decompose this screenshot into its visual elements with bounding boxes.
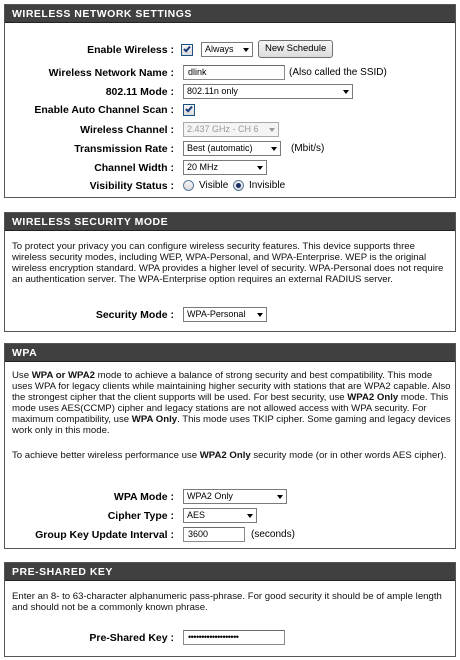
wpa-description: Use WPA or WPA2 mode to achieve a balance of strong security and best compatibility. This mode uses WPA for legacy clients while maintaining higher security with stations that are WPA2 capable. Also the strongest cipher that the client supports will be used. For best security, use WPA2 Only mode. This mode uses AES(CCMP) cipher and legacy stations are not allowed access with WPA security. For maximum compatibility, use WPA Only. This mode uses TKIP cipher. Some gaming and legacy devices work only in this mode. xyxy=(12,370,451,436)
enable-wireless-checkbox[interactable] xyxy=(181,44,193,56)
channel-width-row xyxy=(5,160,455,176)
ssid-input[interactable]: dlink xyxy=(183,65,285,80)
section-title: WIRELESS SECURITY MODE xyxy=(5,213,455,231)
ssid-note: (Also called the SSID) xyxy=(289,67,387,78)
mode-label: 802.11 Mode : xyxy=(105,86,174,98)
wpa-mode-select[interactable]: WPA2 Only xyxy=(183,489,287,504)
dropdown-arrow-icon xyxy=(243,48,249,52)
checkmark-icon xyxy=(183,45,191,53)
psk-label: Pre-Shared Key : xyxy=(89,632,174,644)
channel-width-label: Channel Width : xyxy=(94,162,174,174)
dropdown-arrow-icon xyxy=(277,495,283,499)
mode-select[interactable]: 802.11n only xyxy=(183,84,353,99)
new-schedule-button[interactable]: New Schedule xyxy=(258,40,333,58)
security-mode-row xyxy=(5,307,455,323)
psk-input[interactable]: ••••••••••••••••••• xyxy=(183,630,285,645)
wpa-performance-note: To achieve better wireless performance use WPA2 Only security mode (or in other words AES cipher). xyxy=(12,450,447,461)
wpa-mode-label: WPA Mode : xyxy=(113,491,174,503)
channel-width-select[interactable]: 20 MHz xyxy=(183,160,267,175)
psk-description: Enter an 8- to 63-character alphanumeric pass-phrase. For good security it should be of ample length and should not be a commonly known phrase. xyxy=(12,591,442,613)
security-mode-panel xyxy=(4,212,456,332)
auto-channel-checkbox[interactable] xyxy=(183,104,195,116)
channel-select[interactable]: 2.437 GHz - CH 6 xyxy=(183,122,279,137)
dropdown-arrow-icon xyxy=(257,166,263,170)
security-mode-label: Security Mode : xyxy=(95,309,174,321)
schedule-select[interactable]: Always xyxy=(201,42,253,57)
dropdown-arrow-icon xyxy=(271,147,277,151)
enable-wireless-label: Enable Wireless : xyxy=(87,44,174,56)
group-key-input[interactable]: 3600 xyxy=(183,527,245,542)
group-key-unit: (seconds) xyxy=(251,529,295,540)
security-mode-description: To protect your privacy you can configure wireless security features. This device supports three wireless security modes, including WEP, WPA-Personal, and WPA-Enterprise. WEP is the original wireless encryption standard. WPA provides a higher level of security. WPA-Personal does not require an authentication server. The WPA-Enterprise option requires an external RADIUS server. xyxy=(12,241,444,285)
wpa-mode-row xyxy=(5,489,455,505)
channel-row xyxy=(5,122,455,138)
section-title: WPA xyxy=(5,344,455,362)
mode-row xyxy=(5,84,455,100)
visible-radio-label: Visible xyxy=(199,180,229,191)
invisible-radio[interactable] xyxy=(233,180,244,191)
psk-row xyxy=(5,630,455,646)
auto-channel-row xyxy=(5,102,455,118)
tx-rate-select[interactable]: Best (automatic) xyxy=(183,141,281,156)
section-title: WIRELESS NETWORK SETTINGS xyxy=(5,5,455,23)
dropdown-arrow-icon xyxy=(257,313,263,317)
wireless-network-settings-panel xyxy=(4,4,456,198)
wpa-panel xyxy=(4,343,456,549)
enable-wireless-row xyxy=(5,42,455,58)
dropdown-arrow-icon xyxy=(343,90,349,94)
channel-label: Wireless Channel : xyxy=(80,124,174,136)
tx-rate-label: Transmission Rate : xyxy=(74,143,174,155)
security-mode-select[interactable]: WPA-Personal xyxy=(183,307,267,322)
visible-radio[interactable] xyxy=(183,180,194,191)
auto-channel-label: Enable Auto Channel Scan : xyxy=(34,104,174,116)
visibility-label: Visibility Status : xyxy=(89,180,174,192)
cipher-type-select[interactable]: AES xyxy=(183,508,257,523)
dropdown-arrow-icon xyxy=(269,128,275,132)
invisible-radio-label: Invisible xyxy=(249,180,286,191)
group-key-label: Group Key Update Interval : xyxy=(35,529,174,541)
group-key-row xyxy=(5,527,455,543)
network-name-row xyxy=(5,65,455,81)
cipher-type-label: Cipher Type : xyxy=(107,510,174,522)
pre-shared-key-panel xyxy=(4,562,456,657)
cipher-type-row xyxy=(5,508,455,524)
checkmark-icon xyxy=(185,105,193,113)
tx-rate-row xyxy=(5,141,455,157)
section-title: PRE-SHARED KEY xyxy=(5,563,455,581)
dropdown-arrow-icon xyxy=(247,514,253,518)
tx-rate-unit: (Mbit/s) xyxy=(291,143,325,154)
visibility-row xyxy=(5,178,455,194)
network-name-label: Wireless Network Name : xyxy=(48,67,174,79)
